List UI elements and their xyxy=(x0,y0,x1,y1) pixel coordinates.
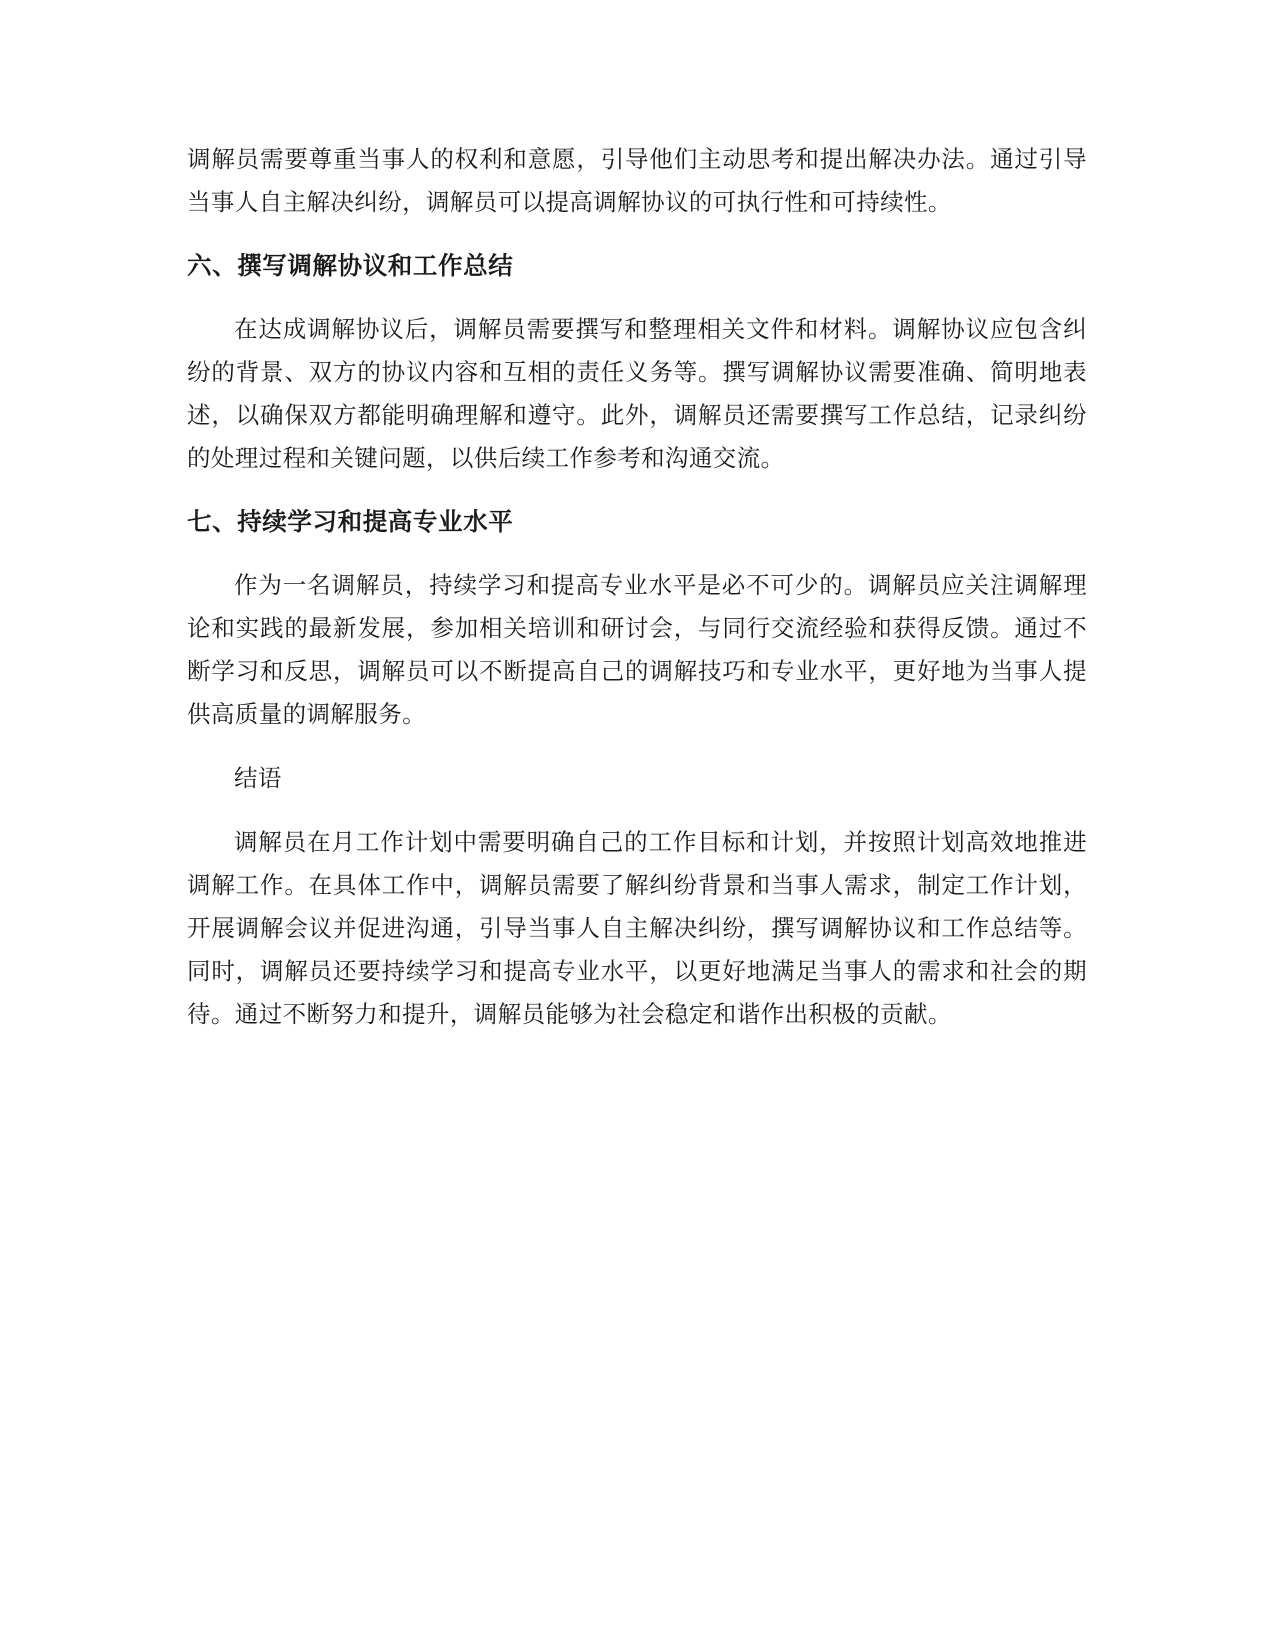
section-6-paragraph: 在达成调解协议后，调解员需要撰写和整理相关文件和材料。调解协议应包含纠纷的背景、双方的协议内容和互相的责任义务等。撰写调解协议需要准确、简明地表述，以确保双方都能明确理解和遵守。此外，调解员还需要撰写工作总结，记录纠纷的处理过程和关键问题，以供后续工作参考和沟通交流。 xyxy=(187,315,1087,472)
section-7-paragraph: 作为一名调解员，持续学习和提高专业水平是必不可少的。调解员应关注调解理论和实践的最新发展，参加相关培训和研讨会，与同行交流经验和获得反馈。通过不断学习和反思，调解员可以不断提高自己的调解技巧和专业水平，更好地为当事人提供高质量的调解服务。 xyxy=(187,571,1087,728)
conclusion-label: 结语 xyxy=(234,764,282,792)
section-7-heading: 七、持续学习和提高专业水平 xyxy=(187,507,514,536)
section-6-heading: 六、撰写调解协议和工作总结 xyxy=(187,251,514,280)
document-page xyxy=(187,138,1087,1036)
intro-paragraph: 调解员需要尊重当事人的权利和意愿，引导他们主动思考和提出解决办法。通过引导当事人自主解决纠纷，调解员可以提高调解协议的可执行性和可持续性。 xyxy=(187,145,1087,216)
conclusion-paragraph: 调解员在月工作计划中需要明确自己的工作目标和计划，并按照计划高效地推进调解工作。在具体工作中，调解员需要了解纠纷背景和当事人需求，制定工作计划，开展调解会议并促进沟通，引导当事人自主解决纠纷，撰写调解协议和工作总结等。同时，调解员还要持续学习和提高专业水平，以更好地满足当事人的需求和社会的期待。通过不断努力和提升，调解员能够为社会稳定和谐作出积极的贡献。 xyxy=(187,828,1087,1028)
